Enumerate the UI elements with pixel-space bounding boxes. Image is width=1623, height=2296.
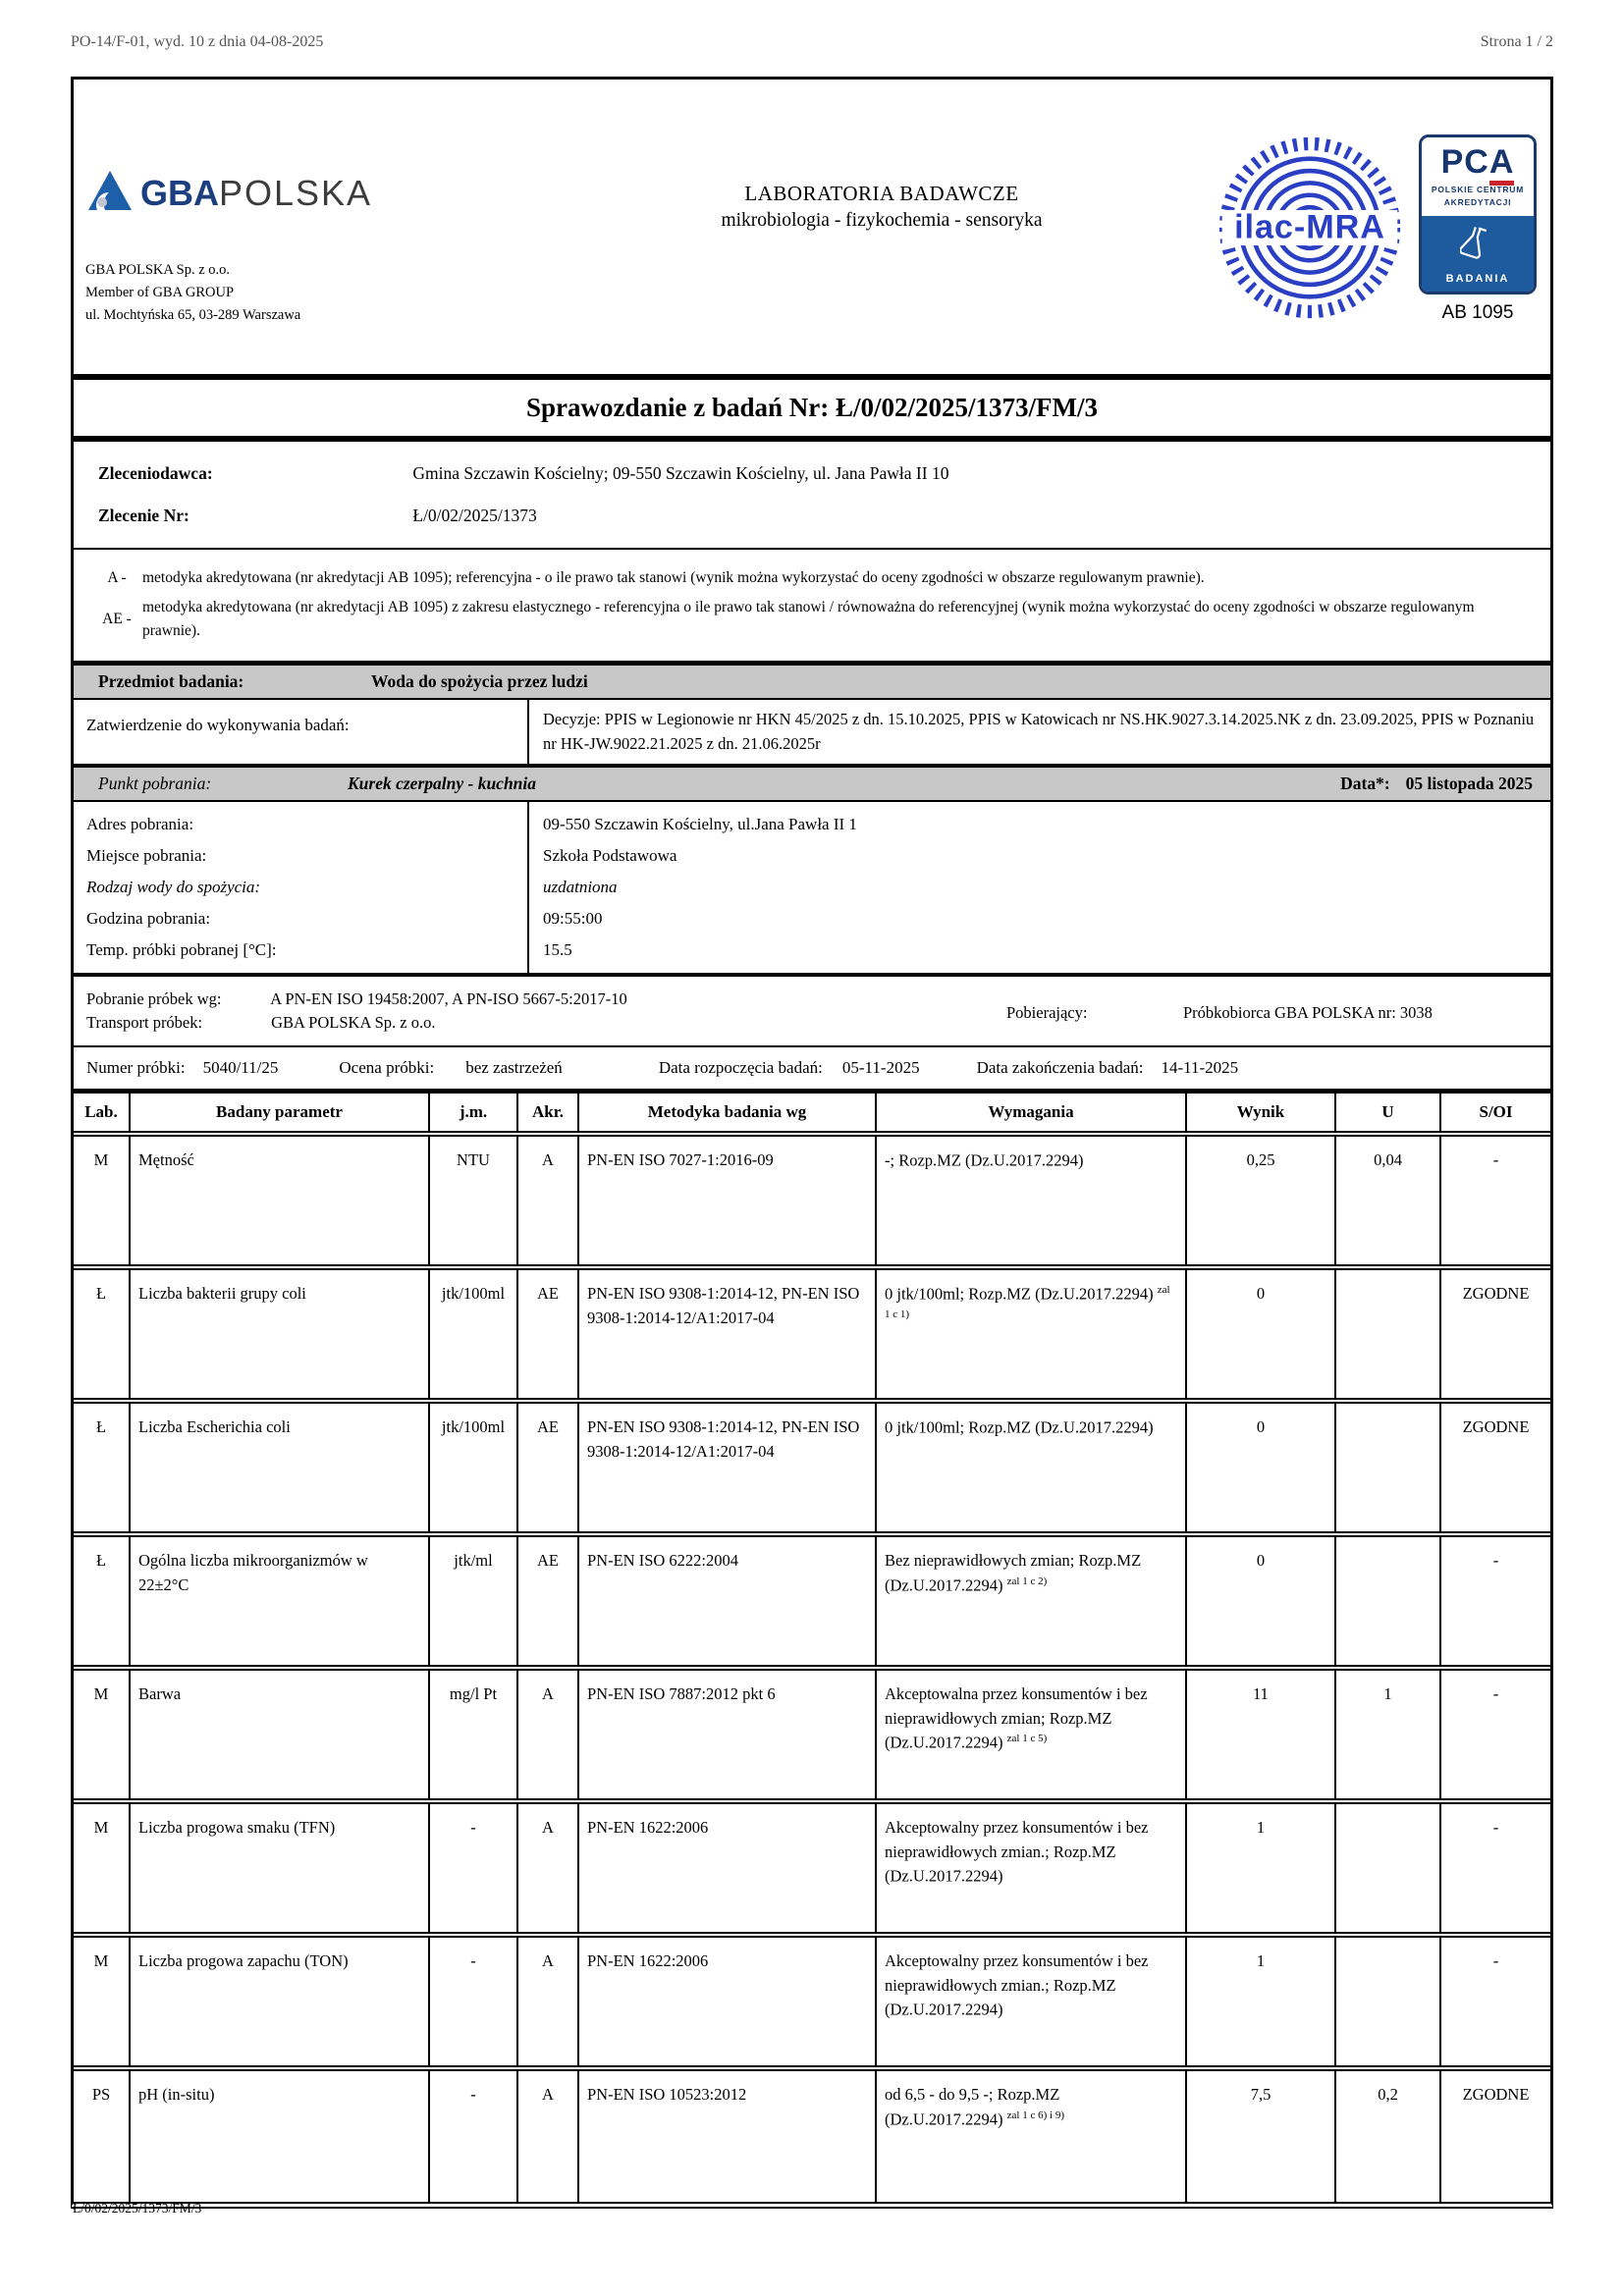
report-title: Sprawozdanie z badań Nr: Ł/0/02/2025/1373/FM/3 bbox=[74, 374, 1550, 442]
approval-section bbox=[74, 700, 1550, 768]
cell-requirement: Akceptowalny przez konsumentów i bez nieprawidłowych zmian.; Rozp.MZ (Dz.U.2017.2294) bbox=[876, 1801, 1186, 1935]
detail-row bbox=[74, 934, 1550, 966]
cell-method: PN-EN 1622:2006 bbox=[578, 1801, 876, 1935]
cell-unit: jtk/100ml bbox=[429, 1401, 517, 1534]
cell-unit: mg/l Pt bbox=[429, 1668, 517, 1801]
page-footer: Ł/0/02/2025/1373/FM/3 bbox=[73, 2201, 202, 2216]
sample-meta bbox=[74, 1047, 1550, 1094]
cell-parameter: Liczba bakterii grupy coli bbox=[130, 1267, 429, 1401]
cell-akr: A bbox=[517, 2068, 578, 2202]
note-a-label: A - bbox=[107, 568, 127, 586]
cell-result: 11 bbox=[1186, 1668, 1335, 1801]
cell-uncertainty: 1 bbox=[1335, 1668, 1440, 1801]
results-table bbox=[74, 1094, 1550, 2202]
svg-text:ilac-MRA: ilac-MRA bbox=[1234, 208, 1385, 246]
page-number: Strona 1 / 2 bbox=[1480, 33, 1553, 50]
table-row bbox=[74, 1401, 1550, 1534]
cell-akr: A bbox=[517, 1134, 578, 1267]
cell-parameter: Mętność bbox=[130, 1134, 429, 1267]
cell-akr: A bbox=[517, 1935, 578, 2068]
order-number-value: Ł/0/02/2025/1373 bbox=[412, 506, 537, 525]
cell-lab: PS bbox=[74, 2068, 130, 2202]
table-row bbox=[74, 1935, 1550, 2068]
address-line: ul. Mochtyńska 65, 03-289 Warszawa bbox=[85, 307, 301, 324]
ilac-mra-seal-icon bbox=[1217, 134, 1403, 321]
cell-lab: Ł bbox=[74, 1267, 130, 1401]
page-header bbox=[71, 33, 1553, 51]
order-number-label: Zlecenie Nr: bbox=[98, 506, 189, 525]
cell-result: 0 bbox=[1186, 1401, 1335, 1534]
table-row bbox=[74, 1668, 1550, 1801]
cell-uncertainty bbox=[1335, 1267, 1440, 1401]
cell-soi: ZGODNE bbox=[1462, 1416, 1530, 1436]
cell-soi: - bbox=[1492, 1817, 1499, 1837]
column-header: S/OI bbox=[1479, 1101, 1513, 1121]
detail-row bbox=[74, 903, 1550, 934]
sample-assessment-value: bez zastrzeżeń bbox=[465, 1057, 563, 1077]
lab-name-line2: mikrobiologia - fizykochemia - sensoryka bbox=[721, 210, 1043, 231]
detail-value: 09:55:00 bbox=[543, 908, 603, 928]
cell-parameter: Barwa bbox=[130, 1668, 429, 1801]
approval-label: Zatwierdzenie do wykonywania badań: bbox=[86, 715, 350, 734]
subject-bar bbox=[74, 666, 1550, 700]
detail-label: Adres pobrania: bbox=[86, 814, 194, 833]
cell-lab: Ł bbox=[74, 1534, 130, 1668]
detail-row bbox=[74, 872, 1550, 903]
cell-method: PN-EN 1622:2006 bbox=[578, 1935, 876, 2068]
cell-uncertainty bbox=[1335, 1534, 1440, 1668]
table-row bbox=[74, 1134, 1550, 1267]
approval-value: Decyzje: PPIS w Legionowie nr HKN 45/2025 z dn. 15.10.2025, PPIS w Katowicach nr NS.HK.9027.3.14.2025.NK z dn. 23.09.2025, PPIS w Poznaniu nr HK-JW.9022.21.2025 z dn. 21.06.2025r bbox=[527, 700, 1550, 764]
pca-subtitle: POLSKIE CENTRUM AKREDYTACJI bbox=[1431, 185, 1525, 207]
cell-soi: ZGODNE bbox=[1462, 2084, 1530, 2104]
cell-soi: ZGODNE bbox=[1462, 1283, 1530, 1303]
cell-requirement: Bez nieprawidłowych zmian; Rozp.MZ (Dz.U.2017.2294) $^{zal 1 c 2)}$ bbox=[876, 1534, 1186, 1668]
column-header: Wynik bbox=[1186, 1094, 1335, 1134]
cell-method: PN-EN ISO 10523:2012 bbox=[578, 2068, 876, 2202]
test-end-label: Data zakończenia badań: bbox=[976, 1057, 1144, 1077]
cell-requirement: Akceptowalny przez konsumentów i bez nieprawidłowych zmian.; Rozp.MZ (Dz.U.2017.2294) bbox=[876, 1935, 1186, 2068]
cell-lab: M bbox=[74, 1134, 130, 1267]
pca-accreditation-mark bbox=[1419, 134, 1537, 324]
sample-number-value: 5040/11/25 bbox=[202, 1057, 279, 1077]
cell-result: 1 bbox=[1186, 1801, 1335, 1935]
sampling-standard-label: Pobranie próbek wg: bbox=[86, 988, 222, 1008]
note-ae-text: metodyka akredytowana (nr akredytacji AB 1095) z zakresu elastycznego - referencyjna o ile prawo tak stanowi / równoważna do referencyjnej (wynik można wykorzystać do oceny zgodności w obszarze regulowanym prawnie). bbox=[142, 599, 1475, 639]
collector-label: Pobierający: bbox=[1006, 1002, 1088, 1022]
lab-name-line1: LABORATORIA BADAWCZE bbox=[744, 182, 1019, 205]
subject-value: Woda do spożycia przez ludzi bbox=[371, 670, 588, 691]
cell-unit: - bbox=[429, 1801, 517, 1935]
cell-unit: NTU bbox=[429, 1134, 517, 1267]
accreditation-number: AB 1095 bbox=[1441, 301, 1514, 323]
form-number: PO-14/F-01, wyd. 10 z dnia 04-08-2025 bbox=[71, 33, 324, 50]
cell-requirement: od 6,5 - do 9,5 -; Rozp.MZ (Dz.U.2017.2294) $^{zal 1 c 6) i 9)}$ bbox=[876, 2068, 1186, 2202]
detail-label: Miejsce pobrania: bbox=[86, 845, 207, 865]
sample-number-label: Numer próbki: bbox=[86, 1057, 186, 1077]
transport-value: GBA POLSKA Sp. z o.o. bbox=[271, 1012, 436, 1032]
cell-lab: Ł bbox=[74, 1401, 130, 1534]
cell-result: 0 bbox=[1186, 1267, 1335, 1401]
client-value: Gmina Szczawin Kościelny; 09-550 Szczawin Kościelny, ul. Jana Pawła II 10 bbox=[412, 463, 949, 483]
cell-requirement: 0 jtk/100ml; Rozp.MZ (Dz.U.2017.2294) $^{zal 1 c 1)}$ bbox=[876, 1267, 1186, 1401]
detail-row bbox=[74, 809, 1550, 840]
column-header: U bbox=[1335, 1094, 1440, 1134]
cell-akr: AE bbox=[517, 1534, 578, 1668]
test-start-value: 05-11-2025 bbox=[841, 1057, 920, 1077]
pca-acronym: PCA bbox=[1422, 137, 1534, 179]
cell-soi: - bbox=[1492, 1550, 1499, 1570]
sampling-point-value: Kurek czerpalny - kuchnia bbox=[348, 773, 537, 793]
logo-polska-text: POLSKA bbox=[219, 172, 373, 213]
cell-lab: M bbox=[74, 1801, 130, 1935]
cell-soi: - bbox=[1492, 1683, 1499, 1703]
cell-akr: AE bbox=[517, 1401, 578, 1534]
lab-name bbox=[547, 80, 1217, 370]
report-document bbox=[71, 77, 1553, 2209]
detail-label: Rodzaj wody do spożycia: bbox=[86, 877, 261, 896]
column-header: Metodyka badania wg bbox=[578, 1094, 876, 1134]
table-row bbox=[74, 1534, 1550, 1668]
results-header-row bbox=[74, 1094, 1550, 1134]
cell-lab: M bbox=[74, 1935, 130, 2068]
sampling-date-value: 05 listopada 2025 bbox=[1405, 773, 1533, 793]
logo-gba-text: GBA bbox=[140, 172, 219, 213]
note-a-text: metodyka akredytowana (nr akredytacji AB 1095); referencyjna - o ile prawo tak stanowi (wynik można wykorzystać do oceny zgodności w obszarze regulowanym prawnie). bbox=[142, 569, 1205, 586]
cell-result: 1 bbox=[1186, 1935, 1335, 2068]
address-line: Member of GBA GROUP bbox=[85, 285, 235, 301]
letterhead bbox=[74, 80, 1550, 374]
cell-method: PN-EN ISO 7027-1:2016-09 bbox=[578, 1134, 876, 1267]
collector-value: Próbkobiorca GBA POLSKA nr: 3038 bbox=[1183, 1002, 1433, 1022]
cell-requirement: Akceptowalna przez konsumentów i bez nieprawidłowych zmian; Rozp.MZ (Dz.U.2017.2294) $^{zal 1 c 5)}$ bbox=[876, 1668, 1186, 1801]
cell-akr: A bbox=[517, 1801, 578, 1935]
table-row bbox=[74, 1801, 1550, 1935]
sampling-point-bar bbox=[74, 768, 1550, 802]
cell-requirement: 0 jtk/100ml; Rozp.MZ (Dz.U.2017.2294) bbox=[876, 1401, 1186, 1534]
cell-uncertainty: 0,04 bbox=[1335, 1134, 1440, 1267]
table-row bbox=[74, 1267, 1550, 1401]
cell-akr: A bbox=[517, 1668, 578, 1801]
note-ae-label: AE - bbox=[102, 610, 132, 627]
column-header: Wymagania bbox=[876, 1094, 1186, 1134]
cell-parameter: Liczba Escherichia coli bbox=[130, 1401, 429, 1534]
transport-label: Transport próbek: bbox=[86, 1012, 203, 1032]
cell-method: PN-EN ISO 9308-1:2014-12, PN-EN ISO 9308-1:2014-12/A1:2017-04 bbox=[578, 1401, 876, 1534]
detail-value: 09-550 Szczawin Kościelny, ul.Jana Pawła II 1 bbox=[543, 814, 857, 833]
flask-icon bbox=[1460, 251, 1495, 268]
cell-unit: jtk/ml bbox=[429, 1534, 517, 1668]
cell-result: 0,25 bbox=[1186, 1134, 1335, 1267]
subject-label: Przedmiot badania: bbox=[98, 670, 244, 691]
cell-parameter: Liczba progowa zapachu (TON) bbox=[130, 1935, 429, 2068]
test-end-value: 14-11-2025 bbox=[1161, 1057, 1239, 1077]
sampling-point-label: Punkt pobrania: bbox=[98, 773, 212, 793]
cell-result: 7,5 bbox=[1186, 2068, 1335, 2202]
detail-value: Szkoła Podstawowa bbox=[543, 845, 677, 865]
cell-method: PN-EN ISO 9308-1:2014-12, PN-EN ISO 9308-1:2014-12/A1:2017-04 bbox=[578, 1267, 876, 1401]
cell-unit: jtk/100ml bbox=[429, 1267, 517, 1401]
cell-uncertainty bbox=[1335, 1401, 1440, 1534]
table-row bbox=[74, 2068, 1550, 2202]
cell-unit: - bbox=[429, 2068, 517, 2202]
cell-lab: M bbox=[74, 1668, 130, 1801]
sampling-details bbox=[74, 802, 1550, 977]
gba-logo bbox=[85, 170, 547, 216]
address-line: GBA POLSKA Sp. z o.o. bbox=[85, 262, 231, 278]
test-start-label: Data rozpoczęcia badań: bbox=[658, 1057, 823, 1077]
cell-soi: - bbox=[1492, 1149, 1499, 1169]
cell-method: PN-EN ISO 7887:2012 pkt 6 bbox=[578, 1668, 876, 1801]
detail-row bbox=[74, 840, 1550, 872]
detail-value: 15.5 bbox=[543, 939, 572, 959]
sampling-info bbox=[74, 977, 1550, 1047]
cell-uncertainty: 0,2 bbox=[1335, 2068, 1440, 2202]
detail-value: uzdatniona bbox=[543, 877, 618, 896]
sampling-standard-value: A PN-EN ISO 19458:2007, A PN-ISO 5667-5:2017-10 bbox=[270, 988, 627, 1008]
company-address bbox=[85, 259, 547, 328]
sampling-date-label: Data*: bbox=[1340, 773, 1390, 793]
cell-uncertainty bbox=[1335, 1801, 1440, 1935]
pca-badania-label: BADANIA bbox=[1445, 272, 1510, 285]
cell-unit: - bbox=[429, 1935, 517, 2068]
cell-requirement: -; Rozp.MZ (Dz.U.2017.2294) bbox=[876, 1134, 1186, 1267]
sample-assessment-label: Ocena próbki: bbox=[339, 1057, 435, 1077]
cell-parameter: pH (in-situ) bbox=[130, 2068, 429, 2202]
column-header: j.m. bbox=[429, 1094, 517, 1134]
client-section bbox=[74, 442, 1550, 550]
cell-result: 0 bbox=[1186, 1534, 1335, 1668]
column-header: Lab. bbox=[74, 1094, 130, 1134]
client-label: Zleceniodawca: bbox=[98, 463, 213, 483]
accreditation-notes bbox=[74, 550, 1550, 666]
column-header: Badany parametr bbox=[130, 1094, 429, 1134]
cell-method: PN-EN ISO 6222:2004 bbox=[578, 1534, 876, 1668]
cell-parameter: Ogólna liczba mikroorganizmów w 22±2°C bbox=[130, 1534, 429, 1668]
gba-triangle-icon bbox=[87, 170, 133, 216]
detail-label: Temp. próbki pobranej [°C]: bbox=[86, 939, 277, 959]
cell-akr: AE bbox=[517, 1267, 578, 1401]
cell-uncertainty bbox=[1335, 1935, 1440, 2068]
cell-parameter: Liczba progowa smaku (TFN) bbox=[130, 1801, 429, 1935]
column-header: Akr. bbox=[517, 1094, 578, 1134]
cell-soi: - bbox=[1492, 1950, 1499, 1970]
detail-label: Godzina pobrania: bbox=[86, 908, 211, 928]
